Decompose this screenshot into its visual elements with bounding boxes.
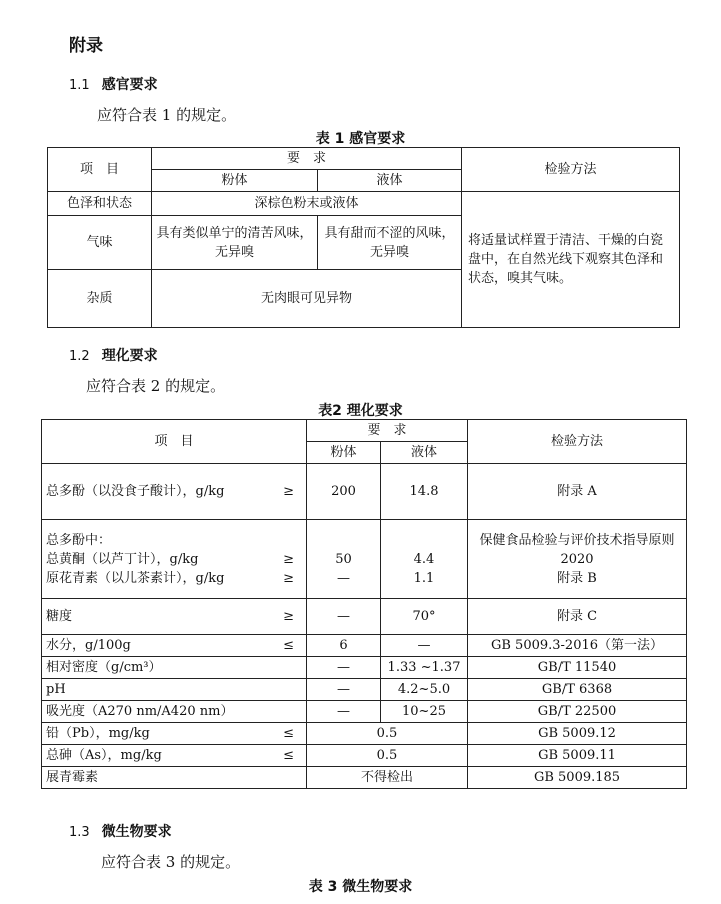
table-1-caption: 表 1 感官要求	[315, 131, 406, 147]
table-row	[42, 520, 687, 599]
row-method: GB 5009.12	[468, 723, 687, 745]
row-liquid: 4.2~5.0	[381, 679, 468, 701]
row-method: GB/T 6368	[468, 679, 687, 701]
section-heading-1-3	[69, 821, 172, 841]
row-method: GB 5009.3-2016（第一法）	[468, 635, 687, 657]
row-label-group: 总多酚中：	[46, 532, 112, 548]
row-merged-value: 不得检出	[307, 767, 468, 789]
table-row	[42, 599, 687, 635]
row-powder: —	[337, 570, 350, 586]
row-liquid: 4.4	[413, 551, 435, 567]
comparison-symbol: ≤	[283, 638, 294, 653]
appendix-title: 附录	[69, 36, 103, 56]
comparison-symbol: ≥	[283, 609, 294, 624]
row-merged-value: 0.5	[307, 745, 468, 767]
row-label: 糖度	[46, 609, 73, 624]
row-label: 总多酚（以没食子酸计），g/kg	[46, 484, 225, 499]
row-powder: —	[307, 679, 381, 701]
row-method: 附录 C	[468, 599, 687, 635]
row-method: 附录 B	[557, 570, 597, 586]
row-liquid: 14.8	[381, 464, 468, 520]
section-number: 1.3	[69, 825, 90, 840]
section-title: 理化要求	[101, 348, 158, 364]
row-label: 展青霉素	[42, 767, 307, 789]
table-row	[42, 657, 687, 679]
row-method: GB/T 22500	[468, 701, 687, 723]
row-powder: —	[307, 599, 381, 635]
t1-header-liquid: 液体	[318, 170, 462, 192]
t1-row-color-value: 深棕色粉末或液体	[152, 192, 462, 216]
section-1-1-text: 应符合表 1 的规定。	[97, 106, 237, 124]
comparison-symbol: ≤	[283, 726, 294, 741]
t2-header-requirement: 要 求	[307, 420, 468, 442]
row-powder: 50	[335, 551, 352, 567]
t2-header-item: 项 目	[42, 420, 307, 464]
table-2-caption: 表2 理化要求	[318, 403, 403, 419]
t1-method-text: 将适量试样置于清洁、干燥的白瓷盘中，在自然光线下观察其色泽和状态，嗅其气味。	[462, 192, 680, 328]
table-1-sensory	[47, 147, 680, 328]
table-row	[42, 635, 687, 657]
row-powder: —	[307, 701, 381, 723]
table-row	[42, 464, 687, 520]
comparison-symbol: ≥	[283, 570, 294, 586]
t1-row-impurity-label: 杂质	[48, 270, 152, 328]
t1-header-powder: 粉体	[152, 170, 318, 192]
t1-row-odor-powder: 具有类似单宁的清苦风味，无异嗅	[152, 216, 318, 270]
section-number: 1.1	[69, 78, 90, 93]
t1-row-color-label: 色泽和状态	[48, 192, 152, 216]
row-method: GB 5009.11	[468, 745, 687, 767]
row-liquid: —	[381, 635, 468, 657]
row-liquid: 1.33 ~1.37	[381, 657, 468, 679]
row-liquid: 1.1	[413, 570, 435, 586]
t1-row-odor-label: 气味	[48, 216, 152, 270]
t2-header-powder: 粉体	[307, 442, 381, 464]
t2-header-method: 检验方法	[468, 420, 687, 464]
row-powder: 6	[307, 635, 381, 657]
comparison-symbol: ≤	[283, 748, 294, 763]
table-3-caption: 表 3 微生物要求	[308, 879, 413, 895]
row-label: 铅（Pb），mg/kg	[46, 726, 150, 741]
section-heading-1-1	[69, 74, 158, 94]
row-liquid: 70°	[381, 599, 468, 635]
table-row	[42, 679, 687, 701]
comparison-symbol: ≥	[283, 484, 294, 499]
comparison-symbol: ≥	[283, 551, 294, 567]
row-powder: —	[307, 657, 381, 679]
section-1-2-text: 应符合表 2 的规定。	[86, 377, 226, 395]
table-2-physicochemical	[41, 419, 687, 789]
row-label: 总黄酮（以芦丁计），g/kg	[46, 551, 199, 567]
row-powder: 200	[307, 464, 381, 520]
row-label: 原花青素（以儿茶素计），g/kg	[46, 570, 225, 586]
table-row	[42, 701, 687, 723]
t1-row-odor-liquid: 具有甜而不涩的风味，无异嗅	[318, 216, 462, 270]
table-row	[42, 767, 687, 789]
row-merged-value: 0.5	[307, 723, 468, 745]
row-label: 吸光度（A270 nm/A420 nm）	[42, 701, 307, 723]
row-method: GB/T 11540	[468, 657, 687, 679]
row-liquid: 10~25	[381, 701, 468, 723]
row-method: 附录 A	[468, 464, 687, 520]
row-label: 总砷（As），mg/kg	[46, 748, 162, 763]
section-heading-1-2	[69, 345, 158, 365]
section-title: 感官要求	[101, 77, 158, 93]
row-label: 相对密度（g/cm³）	[42, 657, 307, 679]
t1-row-impurity-value: 无肉眼可见异物	[152, 270, 462, 328]
table-row	[42, 723, 687, 745]
row-method: 保健食品检验与评价技术指导原则 2020	[479, 532, 675, 567]
t1-header-method: 检验方法	[462, 148, 680, 192]
t2-header-liquid: 液体	[381, 442, 468, 464]
section-1-3-text: 应符合表 3 的规定。	[101, 853, 241, 871]
row-label: 水分，g/100g	[46, 638, 131, 653]
t1-header-requirement: 要 求	[152, 148, 462, 170]
table-row	[42, 745, 687, 767]
row-label: pH	[42, 679, 307, 701]
row-method: GB 5009.185	[468, 767, 687, 789]
section-number: 1.2	[69, 349, 90, 364]
t1-header-item: 项 目	[48, 148, 152, 192]
section-title: 微生物要求	[101, 824, 172, 840]
